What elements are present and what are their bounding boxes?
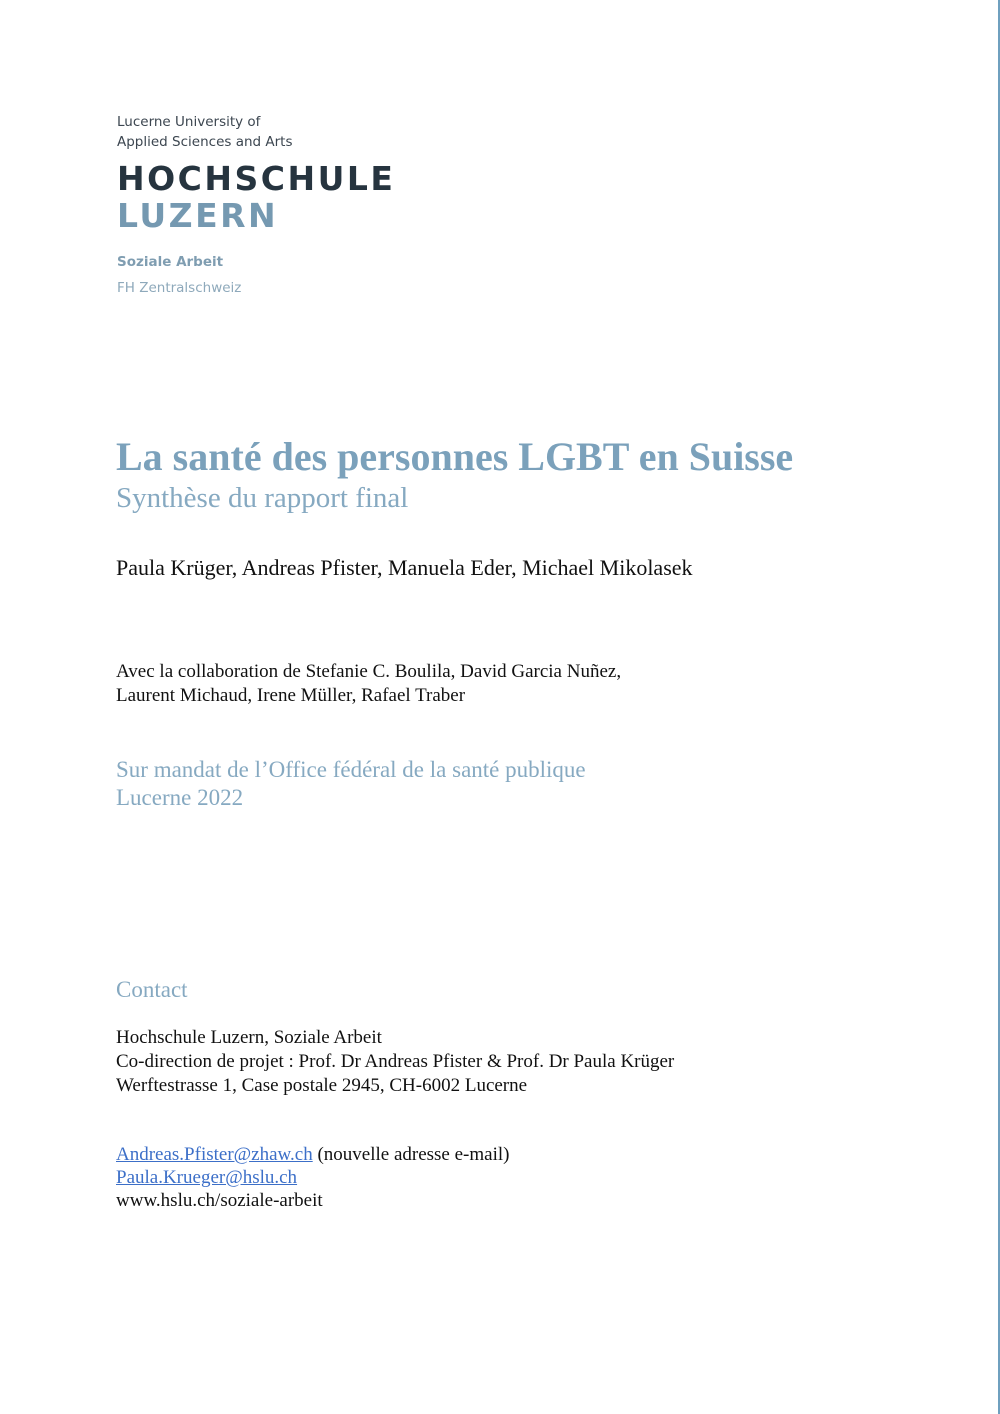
hslu-logo	[117, 112, 395, 301]
mandate-line-2: Lucerne 2022	[116, 785, 244, 810]
contact-links	[116, 1143, 509, 1212]
collaboration	[116, 660, 621, 708]
website-text: www.hslu.ch/soziale-arbeit	[116, 1190, 323, 1211]
collaboration-line-2: Laurent Michaud, Irene Müller, Rafael Traber	[116, 685, 466, 706]
document-subtitle: Synthèse du rapport final	[116, 482, 409, 514]
contact-heading: Contact	[116, 977, 188, 1002]
email-link-pfister[interactable]: Andreas.Pfister@zhaw.ch	[116, 1144, 313, 1165]
mandate	[116, 756, 586, 812]
logo-name-hochschule: HOCHSCHULE	[117, 159, 396, 198]
logo-tagline-1: Lucerne University of	[117, 114, 261, 130]
logo-tagline-2: Applied Sciences and Arts	[117, 134, 293, 150]
contact-address	[116, 1026, 674, 1098]
mandate-line-1: Sur mandat de l’Office fédéral de la santé publique	[116, 757, 586, 782]
logo-name-luzern: LUZERN	[117, 196, 279, 235]
contact-line-3: Werftestrasse 1, Case postale 2945, CH-6002 Lucerne	[116, 1075, 528, 1096]
logo-subdepartment: FH Zentralschweiz	[117, 280, 242, 296]
contact-line-2: Co-direction de projet : Prof. Dr Andreas Pfister & Prof. Dr Paula Krüger	[116, 1051, 675, 1072]
email-link-krueger[interactable]: Paula.Krueger@hslu.ch	[116, 1167, 298, 1188]
contact-line-1: Hochschule Luzern, Soziale Arbeit	[116, 1027, 382, 1048]
document-title: La santé des personnes LGBT en Suisse	[116, 434, 794, 479]
authors: Paula Krüger, Andreas Pfister, Manuela Eder, Michael Mikolasek	[116, 555, 693, 580]
collaboration-line-1: Avec la collaboration de Stefanie C. Boulila, David Garcia Nuñez,	[116, 661, 622, 682]
logo-department: Soziale Arbeit	[117, 254, 224, 270]
email-note: (nouvelle adresse e-mail)	[312, 1144, 510, 1165]
